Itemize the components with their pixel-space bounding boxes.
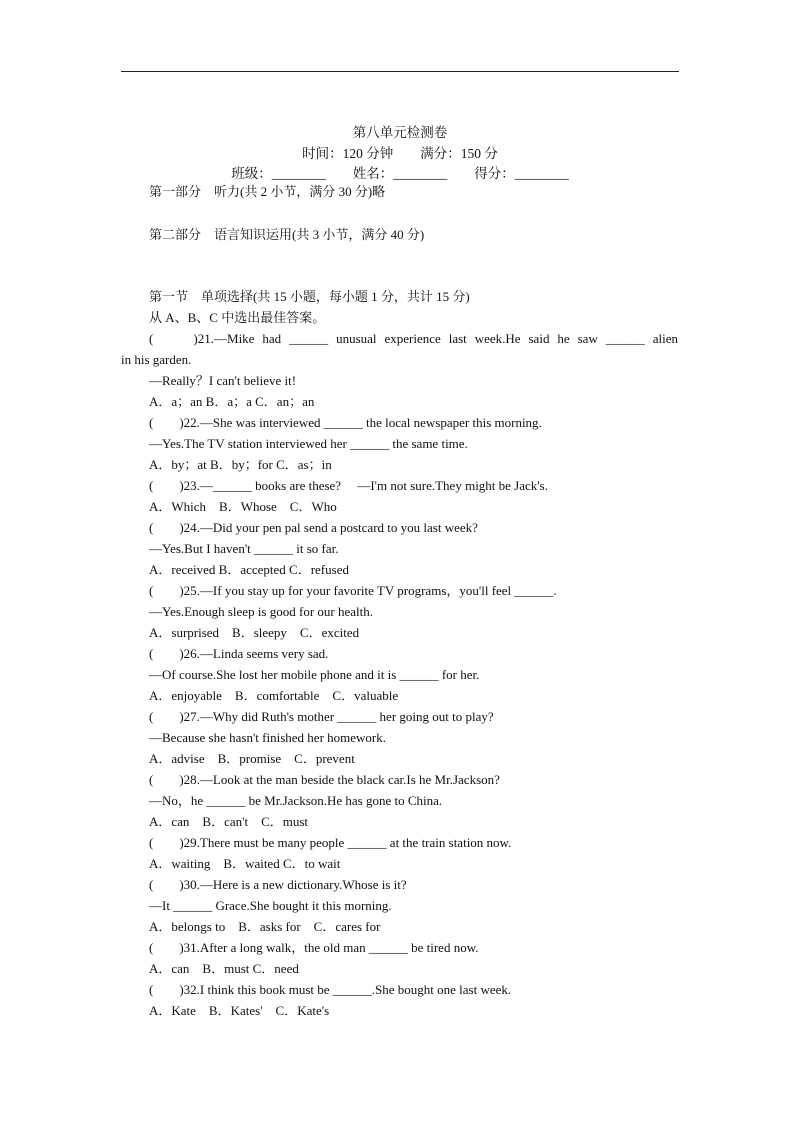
instruction: 从 A、B、C 中选出最佳答案。 <box>149 310 326 325</box>
options-29: A．waiting B．waited C．to wait <box>149 856 341 871</box>
options-23: A．Which B．Whose C．Who <box>149 499 337 514</box>
question-24: ( )24.—Did your pen pal send a postcard to you last week? <box>149 520 478 535</box>
reply-line: —Yes.But I haven't ______ it so far. <box>149 541 339 556</box>
question-26: ( )26.—Linda seems very sad. <box>149 646 329 661</box>
options-32: A．Kate B．Kates' C．Kate's <box>149 1003 330 1018</box>
options-26: A．enjoyable B．comfortable C．valuable <box>149 688 399 703</box>
time-info: 时间：120 分钟 满分：150 分 <box>302 146 498 161</box>
question-32: ( )32.I think this book must be ______.She bought one last week. <box>149 982 512 997</box>
reply-line: —Because she hasn't finished her homework. <box>149 730 387 745</box>
top-rule <box>121 71 679 72</box>
options-22: A．by；at B．by；for C．as；in <box>149 457 332 472</box>
options-27: A．advise B．promise C．prevent <box>149 751 355 766</box>
question-29: ( )29.There must be many people ______ at the train station now. <box>149 835 512 850</box>
reply-line: —No，he ______ be Mr.Jackson.He has gone to China. <box>149 793 443 808</box>
part2-heading: 第二部分 语言知识运用(共 3 小节，满分 40 分) <box>149 227 425 242</box>
options-31: A．can B．must C．need <box>149 961 299 976</box>
question-31: ( )31.After a long walk，the old man ______ be tired now. <box>149 940 479 955</box>
question-25: ( )25.—If you stay up for your favorite TV programs，you'll feel ______. <box>149 583 557 598</box>
options-28: A．can B．can't C．must <box>149 814 309 829</box>
student-info: 班级：________ 姓名：________ 得分：________ <box>231 166 569 181</box>
reply-line: —Yes.Enough sleep is good for our health. <box>149 604 373 619</box>
reply-line: —Really？I can't believe it! <box>149 373 297 388</box>
options-30: A．belongs to B．asks for C．cares for <box>149 919 381 934</box>
question-21-cont: in his garden. <box>121 352 192 367</box>
question-30: ( )30.—Here is a new dictionary.Whose is it? <box>149 877 407 892</box>
options-21: A．a；an B．a；a C．an；an <box>149 394 315 409</box>
question-27: ( )27.—Why did Ruth's mother ______ her going out to play? <box>149 709 494 724</box>
page-title: 第八单元检测卷 <box>352 125 448 140</box>
question-23: ( )23.—______ books are these? —I'm not sure.They might be Jack's. <box>149 478 548 493</box>
reply-line: —It ______ Grace.She bought it this morning. <box>149 898 392 913</box>
section1-heading: 第一节 单项选择(共 15 小题，每小题 1 分，共计 15 分) <box>149 289 470 304</box>
question-22: ( )22.—She was interviewed ______ the local newspaper this morning. <box>149 415 542 430</box>
part1-heading: 第一部分 听力(共 2 小节，满分 30 分)略 <box>149 184 386 199</box>
options-25: A．surprised B．sleepy C．excited <box>149 625 360 640</box>
reply-line: —Yes.The TV station interviewed her ______ the same time. <box>149 436 468 451</box>
question-21: ( )21.—Mike had ______ unusual experience last week.He said he saw ______ alien <box>149 331 678 346</box>
question-28: ( )28.—Look at the man beside the black car.Is he Mr.Jackson? <box>149 772 500 787</box>
options-24: A．received B．accepted C．refused <box>149 562 349 577</box>
reply-line: —Of course.She lost her mobile phone and it is ______ for her. <box>149 667 480 682</box>
